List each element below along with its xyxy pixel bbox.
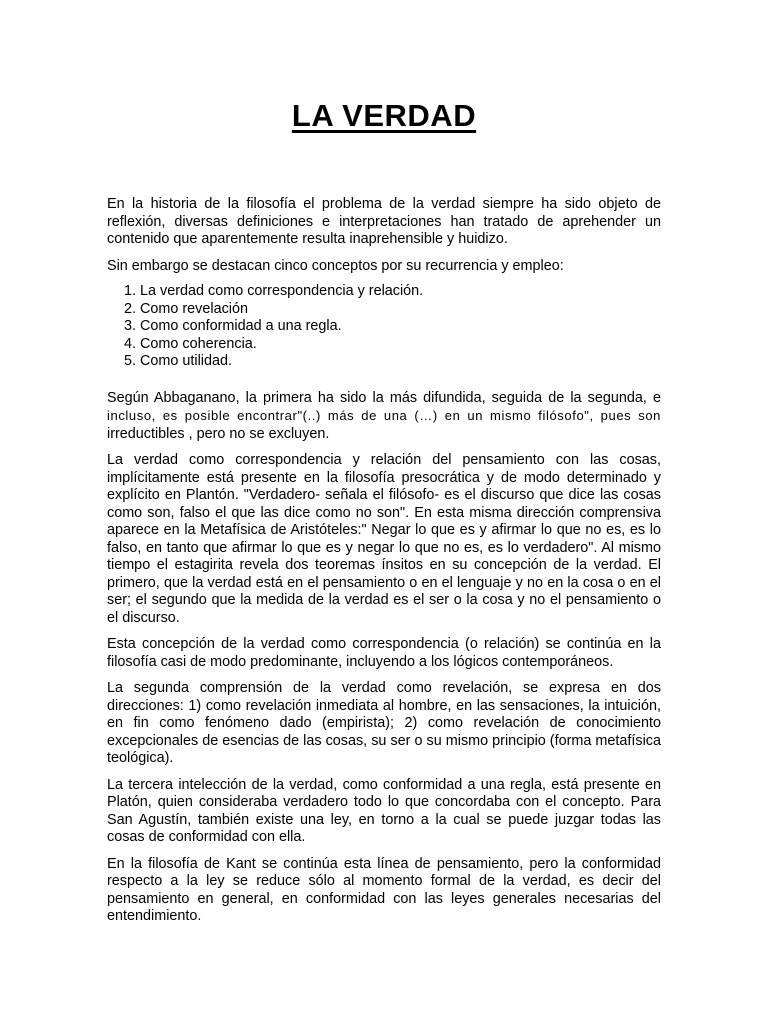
list-item: 4. Como coherencia. <box>140 336 661 354</box>
paragraph-intro: En la historia de la filosofía el problema de la verdad siempre ha sido objeto de reflexión, diversas definiciones e interpretaciones han tratado de aprehender un contenido que aparentemente resulta inaprehensible y huidizo. <box>107 196 661 247</box>
page-title: LA VERDAD <box>291 98 477 133</box>
paragraph-abbagnano <box>107 390 661 444</box>
paragraph-abbagnano-line-2: incluso, es posible encontrar"(..) más de una (…) en un mismo filósofo", pues son <box>107 408 661 423</box>
paragraph-correspondence: La verdad como correspondencia y relación del pensamiento con las cosas, implícitamente está presente en la filosofía presocrática y de modo determinado y explícito en Plantón. "Verdadero- señala el filósofo- es el discurso que dice las cosas como son, falso el que las dice como no son". En esta misma dirección comprensiva aparece en la Metafísica de Aristóteles:" Negar lo que es y afirmar lo que no es, es lo falso, en tanto que afirmar lo que es y negar lo que no es, es lo verdadero". Al mismo tiempo el estagirita revela dos teoremas ínsitos en su concepción de la verdad. El primero, que la verdad está en el pensamiento o en el lenguaje y no en la cosa o en el ser; el segundo que la medida de la verdad es el ser o la cosa y no el pensamiento o el discurso. <box>107 452 661 626</box>
paragraph-abbagnano-line-3: irreductibles , pero no se excluyen. <box>107 425 330 442</box>
paragraph-abbagnano-line-1: Según Abbaganano, la primera ha sido la más difundida, seguida de la segunda, e <box>107 389 661 406</box>
paragraph-conformity: La tercera intelección de la verdad, como conformidad a una regla, está presente en Platón, quien consideraba verdadero todo lo que concordaba con el concepto. Para San Agustín, también existe una ley, en torno a la cual se puede juzgar todas las cosas de conformidad con ella. <box>107 776 661 845</box>
paragraph-list-intro: Sin embargo se destacan cinco conceptos por su recurrencia y empleo: <box>107 257 564 274</box>
document-body <box>107 196 661 935</box>
list-item: 5. Como utilidad. <box>140 353 661 371</box>
paragraph-continuation: Esta concepción de la verdad como correspondencia (o relación) se continúa en la filosofía casi de modo predominante, incluyendo a los lógicos contemporáneos. <box>107 636 661 670</box>
list-item: 3. Como conformidad a una regla. <box>140 318 661 336</box>
paragraph-revelation: La segunda comprensión de la verdad como revelación, se expresa en dos direcciones: 1) como revelación inmediata al hombre, en las sensaciones, la intuición, en fin como fenómeno dado (empirista); 2) como revelación de conocimiento excepcionales de esencias de las cosas, su ser o su mismo principio (forma metafísica teológica). <box>107 680 661 766</box>
concepts-list <box>107 283 661 371</box>
list-item: 1. La verdad como correspondencia y relación. <box>140 283 661 301</box>
list-item: 2. Como revelación <box>140 301 661 319</box>
paragraph-kant: En la filosofía de Kant se continúa esta línea de pensamiento, pero la conformidad respecto a la ley se reduce sólo al momento formal de la verdad, es decir del pensamiento en general, en conformidad con las leyes generales necesarias del entendimiento. <box>107 855 661 924</box>
